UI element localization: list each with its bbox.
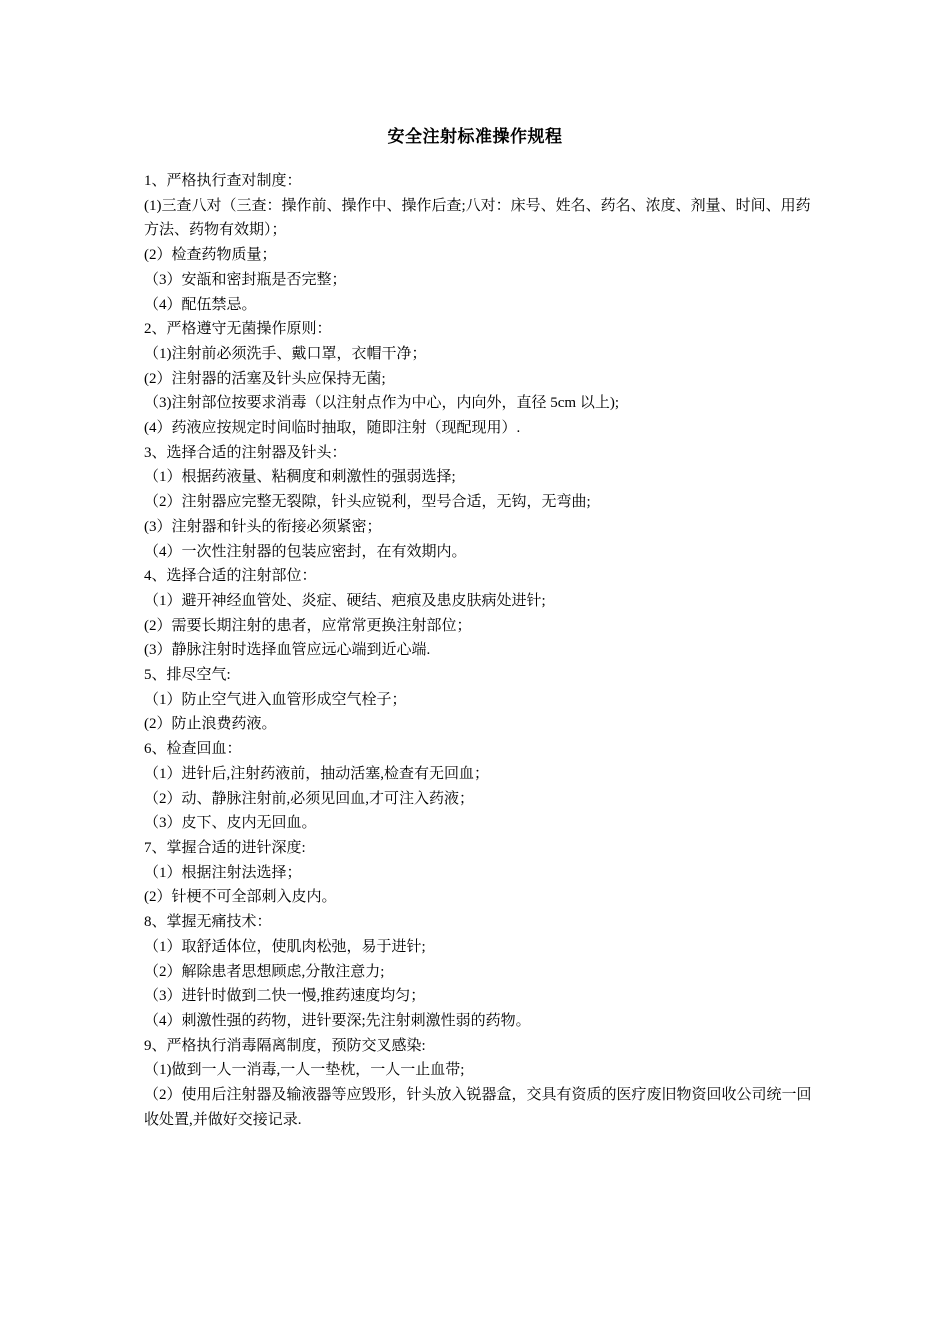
list-item: （1）避开神经血管处、炎症、硬结、疤痕及患皮肤病处进针; (144, 592, 546, 609)
section-heading-8: 8、掌握无痛技术： (144, 914, 272, 931)
section-heading-2: 2、严格遵守无菌操作原则： (144, 321, 332, 338)
list-item: （1）根据药液量、粘稠度和刺激性的强弱选择; (144, 469, 456, 486)
list-item: (1)三查八对（三查：操作前、操作中、操作后查;八对：床号、姓名、药名、浓度、剂量、时间、用药方法、药物有效期）； (144, 197, 811, 239)
list-item: (2）需要长期注射的患者，应常常更换注射部位； (144, 617, 472, 634)
list-item: （1）根据注射法选择； (144, 864, 302, 881)
list-item: (2）注射器的活塞及针头应保持无菌; (144, 370, 386, 387)
list-item: （1)注射前必须洗手、戴口罩，衣帽干净； (144, 345, 427, 362)
list-item: (2）针梗不可全部刺入皮内。 (144, 889, 337, 906)
list-item: （2）注射器应完整无裂隙，针头应锐利，型号合适，无钩，无弯曲; (144, 494, 591, 511)
list-item: （3）皮下、皮内无回血。 (144, 815, 317, 832)
section-heading-3: 3、选择合适的注射器及针头： (144, 444, 347, 461)
list-item: （4）刺激性强的药物，进针要深;先注射刺激性弱的药物。 (144, 1012, 531, 1029)
list-item: （1）进针后,注射药液前，抽动活塞,检查有无回血； (144, 765, 490, 782)
list-item: （4）配伍禁忌。 (144, 296, 257, 313)
list-item: （3）安瓿和密封瓶是否完整； (144, 271, 347, 288)
section-heading-1: 1、严格执行查对制度： (144, 173, 302, 189)
list-item: (2）检查药物质量； (144, 247, 277, 264)
list-item: (3）静脉注射时选择血管应远心端到近心端. (144, 642, 431, 659)
list-item: (3）注射器和针头的衔接必须紧密； (144, 518, 382, 535)
list-item: （3）进针时做到二快一慢,推药速度均匀； (144, 988, 426, 1005)
document-title: 安全注射标准操作规程 (387, 127, 563, 146)
list-item: （1）防止空气进入血管形成空气栓子； (144, 691, 407, 708)
section-heading-7: 7、掌握合适的进针深度: (144, 839, 306, 856)
list-item: （2）解除患者思想顾虑,分散注意力; (144, 963, 385, 980)
list-item: （2）使用后注射器及输液器等应毁形，针头放入锐器盒，交具有资质的医疗废旧物资回收公司统一回收处置,并做好交接记录. (144, 1087, 812, 1128)
list-item: （3)注射部位按要求消毒（以注射点作为中心，内向外，直径 5cm 以上); (144, 395, 619, 412)
section-heading-5: 5、排尽空气: (144, 667, 231, 684)
list-item: (4）药液应按规定时间临时抽取，随即注射（现配现用）. (144, 420, 521, 437)
list-item: （4）一次性注射器的包装应密封，在有效期内。 (144, 543, 467, 560)
list-item: （1)做到一人一消毒,一人一垫枕，一人一止血带; (144, 1062, 465, 1079)
document-body (144, 169, 814, 1132)
section-heading-9: 9、严格执行消毒隔离制度，预防交叉感染: (144, 1037, 426, 1054)
list-item: (2）防止浪费药液。 (144, 716, 277, 733)
list-item: （1）取舒适体位，使肌肉松弛，易于进针; (144, 938, 426, 955)
section-heading-6: 6、检查回血： (144, 741, 242, 758)
list-item: （2）动、静脉注射前,必须见回血,才可注入药液； (144, 790, 475, 807)
section-heading-4: 4、选择合适的注射部位： (144, 568, 317, 585)
